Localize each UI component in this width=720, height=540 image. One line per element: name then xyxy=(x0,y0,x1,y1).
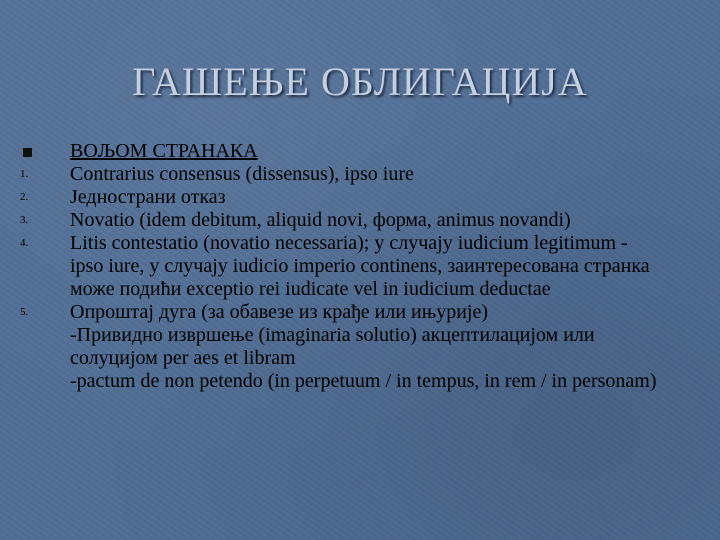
item-number: 5. xyxy=(20,306,29,318)
sub-line: -Привидно извршење (imaginaria solutio) акцептилацијом или солуцијом per aes et libram xyxy=(70,324,595,369)
sub-line: -pactum de non petendo (in perpetuum / in tempus, in rem / in personam) xyxy=(70,370,657,392)
item-number: 1. xyxy=(20,168,29,180)
item-text: Contrarius consensus (dissensus), ipso iure xyxy=(70,163,414,185)
bullet-list xyxy=(20,140,660,393)
list-item xyxy=(20,209,660,232)
list-item xyxy=(20,163,660,186)
item-number: 2. xyxy=(20,191,29,203)
item-number: 4. xyxy=(20,237,29,249)
item-text: Litis contestatio (novatio necessaria); у случају iudicium legitimum - ipso iure, у случају iudicio imperio continens, заинтересована странка може подићи exceptio rei iudicate vel in iudicium deductae xyxy=(70,232,650,300)
item-text: Једнострани отказ xyxy=(70,186,226,208)
item-text: Опроштај дуга (за обавезе из крађе или ињурије) xyxy=(70,301,489,323)
list-heading: ВОЉОМ СТРАНАКА xyxy=(70,140,258,162)
slide-title: ГАШЕЊЕ ОБЛИГАЦИЈА xyxy=(132,59,588,104)
list-item xyxy=(20,186,660,209)
item-number: 3. xyxy=(20,214,29,226)
list-item xyxy=(20,232,660,301)
list-heading-row xyxy=(20,140,660,163)
item-text: Novatio (idem debitum, aliquid novi, форма, animus novandi) xyxy=(70,209,571,231)
list-item xyxy=(20,301,660,324)
